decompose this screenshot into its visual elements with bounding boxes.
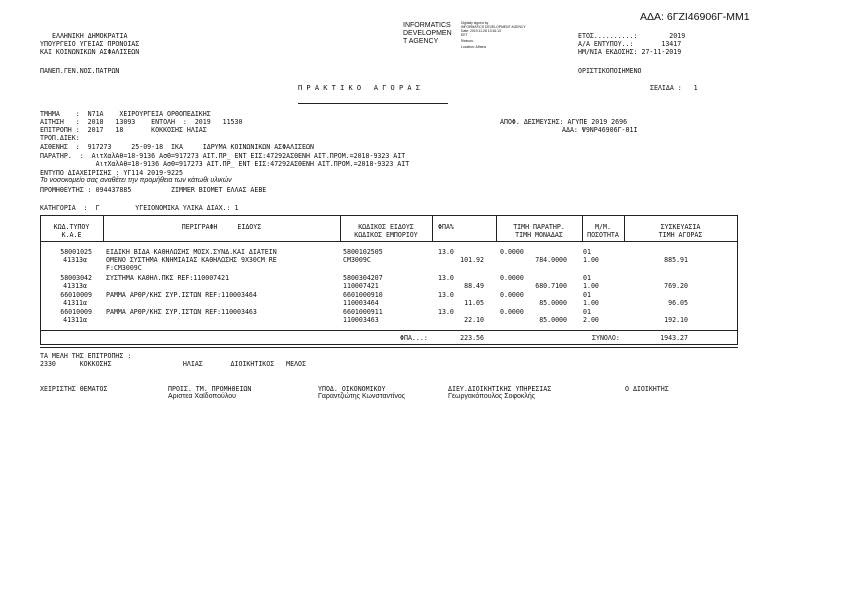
header-code-type: ΚΩΔ.ΤΥΠΟΥ [53, 223, 90, 231]
row-unit-price: 680.7100 [535, 282, 567, 290]
header-line-3: ΚΑΙ ΚΟΙΝΩΝΙΚΩΝ ΑΣΦΑΛΙΣΕΩΝ [40, 48, 140, 56]
table-bottom-border-2 [40, 347, 738, 348]
row-code: 58001025 [60, 248, 92, 256]
row-mm: 01 [583, 274, 591, 282]
row-kae: 41313α [63, 256, 87, 264]
status-label: ΟΡΙΣΤΙΚΟΠΟΙΗΜΕΝΟ [578, 67, 642, 75]
row-code: 66010009 [60, 291, 92, 299]
row-vat-amount: 22.10 [464, 316, 484, 324]
header-trade-code: ΚΩΔΙΚΟΣ ΕΜΠΟΡΙΟΥ [354, 231, 418, 239]
row-vat-amount: 11.05 [464, 299, 484, 307]
row-vat-amount: 101.92 [460, 256, 484, 264]
role-admin-director: ΔΙΕΥ.ΔΙΟΙΚΗΤΙΚΗΣ ΥΠΗΡΕΣΙΑΣ [448, 385, 552, 393]
vat-total-label: ΦΠΑ...: [400, 334, 428, 342]
row-description-cont: ΟΜΕΝΟ ΣΥΣΤΗΜΑ ΚΝΗΜΙΑΙΑΣ ΚΑΘΗΛΩΣΗΣ 9Χ30CM RE [106, 256, 277, 264]
row-quantity: 1.00 [583, 299, 599, 307]
signature-line-1: INFORMATICS [403, 22, 451, 29]
row-quantity: 1.00 [583, 256, 599, 264]
row-kae: 41313α [63, 282, 87, 290]
row-total: 96.05 [668, 299, 688, 307]
row-item-code: 5800304207 [343, 274, 383, 282]
management-form: ΕΝΤΥΠΟ ΔΙΑΧΕΙΡΙΣΗΣ : ΥΓ114 2019-9225 [40, 169, 183, 177]
header-quantity: ΠΟΣΟΤΗΤΑ [587, 231, 619, 239]
assignment-note: Το νοσοκομείο σας αναθέτει την προμήθεια των κάτωθι υλικών [40, 177, 232, 184]
trop-diek: ΤΡΟΠ.ΔΙΕΚ: [40, 134, 80, 142]
header-line-2: ΥΠΟΥΡΓΕΙΟ ΥΓΕΙΑΣ ΠΡΟΝΟΙΑΣ [40, 40, 140, 48]
patient: ΑΣΘΕΝΗΣ : 917273 25-09-18 ΙΚΑ ΙΔΡΥΜΑ ΚΟΙΝΩΝΙΚΩΝ ΑΣΦΑΛΙΣΕΩΝ [40, 143, 314, 151]
row-obs-price: 0.0000 [500, 274, 524, 282]
row-item-code: 6601000910 [343, 291, 383, 299]
row-code: 58003042 [60, 274, 92, 282]
row-unit-price: 85.0000 [539, 299, 567, 307]
role-finance-deputy: ΥΠΟΔ. ΟΙΚΟΝΟΜΙΚΟΥ [318, 385, 386, 393]
table-bottom-border [40, 344, 738, 345]
row-description: ΣΥΣΤΗΜΑ ΚΑΘΗΛ.ΠΚΣ REF:110007421 [106, 274, 230, 282]
row-quantity: 2.00 [583, 316, 599, 324]
category: ΚΑΤΗΓΟΡΙΑ : Γ ΥΓΕΙΟΝΟΜΙΚΑ ΥΛΙΚΑ ΔΙΑΧ.: 1 [40, 204, 239, 212]
row-mm: 01 [583, 308, 591, 316]
row-vat-rate: 13.0 [438, 248, 454, 256]
page-number: ΣΕΛΙΔΑ : 1 [650, 84, 698, 92]
vat-total: 223.56 [460, 334, 484, 342]
header-obs-price: ΤΙΜΗ ΠΑΡΑΤΗΡ. [513, 223, 565, 231]
title-underline [298, 103, 448, 104]
row-obs-price: 0.0000 [500, 308, 524, 316]
ada-code-top: ΑΔΑ: 6ΓΖΙ46906Γ-ΜΜ1 [640, 11, 750, 23]
row-description-cont-2: F:CM3009C [106, 264, 142, 272]
col-line-3 [432, 215, 433, 241]
signature-detail-2: INFORMATICS DEVELOPMENT AGENCY [461, 25, 526, 29]
row-vat-rate: 13.0 [438, 308, 454, 316]
row-code: 66010009 [60, 308, 92, 316]
header-description: ΠΕΡΙΓΡΑΦΗ ΕΙΔΟΥΣ [181, 223, 262, 231]
document-number: Α/Α ΕΝΤΥΠΟΥ..: 13417 [578, 40, 682, 48]
signature-detail-4: EET [461, 33, 468, 37]
committee-label: ΤΑ ΜΕΛΗ ΤΗΣ ΕΠΙΤΡΟΠΗΣ : [40, 352, 132, 360]
role-handler: ΧΕΙΡΙΣΤΗΣ ΘΕΜΑΤΟΣ [40, 385, 108, 393]
remarks-2: ΑιτΧαλΑθ=18-9136 ΑσΘ=917273 ΑΙΤ.ΠΡ_ ΕΝΤ ΕΙΣ:47292ΑΣΘΕΝΗ ΑΙΤ.ΠΡΟΜ.=2018-9323 ΑΙΤ [40, 160, 410, 168]
committee: ΕΠΙΤΡΟΠΗ : 2017 18 ΚΟΚΚΟΣΗΣ ΗΛΙΑΣ [40, 126, 207, 134]
table-body-border [40, 330, 738, 331]
row-description: ΕΙΔΙΚΗ ΒΙΔΑ ΚΑΘΗΛΩΣΗΣ ΜΟΣΧ.ΣΥΝΔ.ΚΑΙ ΔΙΑΤΕΙΝ [106, 248, 277, 256]
signature-detail-5: Reason: [461, 39, 474, 43]
row-trade-code: CM3009C [343, 256, 371, 264]
sum-label: ΣΥΝΟΛΟ: [592, 334, 620, 342]
signature-detail-1: Digitally signed by [461, 21, 489, 25]
col-line-7 [737, 215, 738, 345]
remarks-1: ΠΑΡΑΤΗΡ. : ΑιτΧαλΑθ=18-9136 ΑσΘ=917273 ΑΙΤ.ΠΡ_ ΕΝΤ ΕΙΣ:47292ΑΣΘΕΝΗ ΑΙΤ.ΠΡΟΜ.=2018-9323 ΑΙΤ [40, 152, 406, 160]
department: ΤΜΗΜΑ : Ν71Α ΧΕΙΡΟΥΡΓΕΙΑ ΟΡΘΟΠΕΔΙΚΗΣ [40, 110, 211, 118]
role-procurement-head: ΠΡΟΙΣ. ΤΜ. ΠΡΟΜΗΘΕΙΩΝ [168, 385, 252, 393]
ada-code-2: ΑΔΑ: Ψ9ΝΡ46906Γ-Θ1Ι [562, 126, 638, 134]
name-finance-deputy: Γαραντζιώτης Κωνσταντίνος [318, 393, 406, 400]
row-kae: 41311α [63, 299, 87, 307]
request: ΑΙΤΗΣΗ : 2018 13093 ΕΝΤΟΛΗ : 2019 11530 [40, 118, 243, 126]
hospital-name: ΠΑΝΕΠ.ΓΕΝ.ΝΟΣ.ΠΑΤΡΩΝ [40, 67, 120, 75]
row-vat-amount: 88.49 [464, 282, 484, 290]
table-top-border [40, 215, 738, 216]
signature-line-3: T AGENCY [403, 38, 439, 45]
row-item-code: 6601000911 [343, 308, 383, 316]
name-admin-director: Γεωργακόπουλος Σοφοκλής [448, 393, 536, 400]
header-purchase-price: ΤΙΜΗ ΑΓΟΡΑΣ [658, 231, 703, 239]
row-mm: 01 [583, 248, 591, 256]
issue-date: ΗΜ/ΝΙΑ ΕΚΔΟΣΗΣ: 27-11-2019 [578, 48, 682, 56]
header-mm: Μ/Μ. [595, 223, 611, 231]
row-trade-code: 110003464 [343, 299, 379, 307]
header-vat: ΦΠΑ% [438, 223, 454, 231]
document-title: ΠΡΑΚΤΙΚΟ ΑΓΟΡΑΣ [298, 84, 425, 92]
row-quantity: 1.00 [583, 282, 599, 290]
header-line-1: ΕΛΛΗΝΙΚΗ ΔΗΜΟΚΡΑΤΙΑ [52, 32, 128, 40]
header-package: ΣΥΣΚΕΥΑΣΙΑ [660, 223, 701, 231]
header-item-code: ΚΩΔΙΚΟΣ ΕΙΔΟΥΣ [358, 223, 414, 231]
row-obs-price: 0.0000 [500, 248, 524, 256]
commitment-decision: ΑΠΟΦ. ΔΕΣΜΕΥΣΗΣ: ΑΓΥΠΕ 2019 2696 [500, 118, 628, 126]
row-trade-code: 110007421 [343, 282, 379, 290]
row-item-code: 5800102505 [343, 248, 383, 256]
table-header-border [40, 241, 738, 242]
row-vat-rate: 13.0 [438, 274, 454, 282]
row-vat-rate: 13.0 [438, 291, 454, 299]
committee-member: 2330 ΚΟΚΚΟΣΗΣ ΗΛΙΑΣ ΔΙΟΙΚΗΤΙΚΟΣ ΜΕΛΟΣ [40, 360, 306, 368]
header-kae: Κ.Α.Ε [61, 231, 82, 239]
year-field: ΕΤΟΣ..........: 2019 [578, 32, 686, 40]
row-trade-code: 110003463 [343, 316, 379, 324]
row-kae: 41311α [63, 316, 87, 324]
signature-detail-3: Date: 2019.11.28 13:16:13 [461, 29, 501, 33]
row-description: ΡΑΜΜΑ ΑΡΘΡ/ΚΗΣ ΣΥΡ.ΙΣΤΩΝ REF:110003464 [106, 291, 257, 299]
sum-total: 1943.27 [660, 334, 688, 342]
signature-detail-6: Location: Athens [461, 45, 487, 49]
name-procurement-head: Αριστεα Χαϊδοπούλου [168, 393, 236, 400]
row-mm: 01 [583, 291, 591, 299]
supplier: ΠΡΟΜΗΘΕΥΤΗΣ : 094437885 ZIMMER BIOMET ΕΛΛΑΣ ΑΕΒΕ [40, 186, 267, 194]
row-description: ΡΑΜΜΑ ΑΡΘΡ/ΚΗΣ ΣΥΡ.ΙΣΤΩΝ REF:110003463 [106, 308, 257, 316]
signature-line-2: DEVELOPMEN [403, 30, 452, 37]
row-total: 885.91 [664, 256, 688, 264]
row-unit-price: 784.0000 [535, 256, 567, 264]
row-total: 769.20 [664, 282, 688, 290]
row-obs-price: 0.0000 [500, 291, 524, 299]
role-governor: Ο ΔΙΟΙΚΗΤΗΣ [625, 385, 669, 393]
row-total: 192.10 [664, 316, 688, 324]
row-unit-price: 85.0000 [539, 316, 567, 324]
header-unit-price: ΤΙΜΗ ΜΟΝΑΔΑΣ [515, 231, 563, 239]
